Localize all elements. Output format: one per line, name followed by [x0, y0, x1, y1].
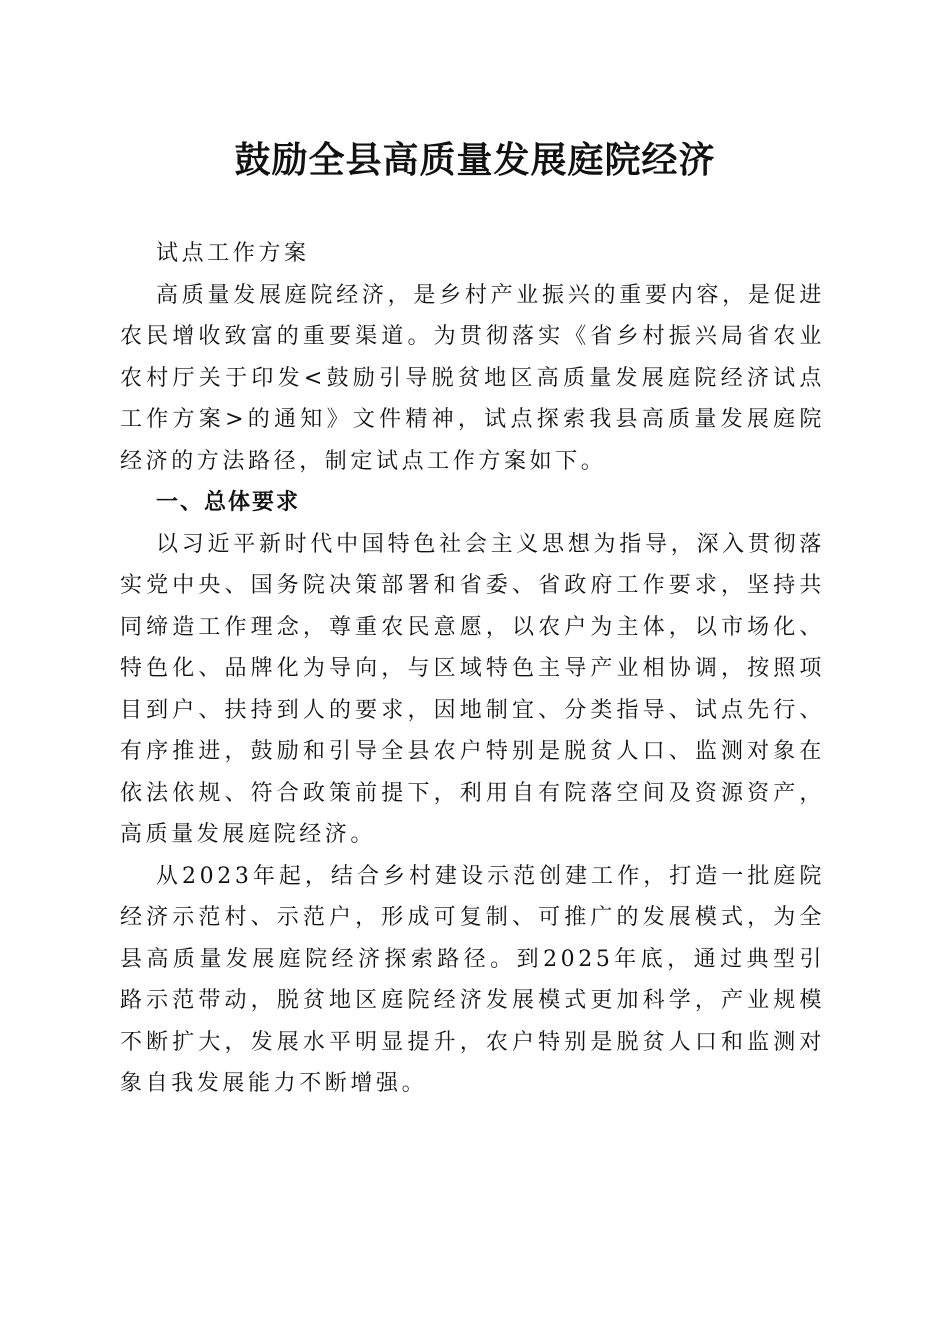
intro-paragraph: 高质量发展庭院经济，是乡村产业振兴的重要内容，是促进农民增收致富的重要渠道。为贯彻落实《省乡村振兴局省农业农村厅关于印发<鼓励引导脱贫地区高质量发展庭院经济试点工作方案>的通知》文件精神，试点探索我县高质量发展庭院经济的方法路径，制定试点工作方案如下。 — [120, 282, 825, 474]
document-subtitle: 试点工作方案 — [156, 241, 310, 266]
section-heading-general-requirements: 一、总体要求 — [156, 490, 301, 515]
general-requirements-paragraph: 以习近平新时代中国特色社会主义思想为指导，深入贯彻落实党中央、国务院决策部署和省委、省政府工作要求，坚持共同缔造工作理念，尊重农民意愿，以农户为主体，以市场化、特色化、品牌化为导向，与区域特色主导产业相协调，按照项目到户、扶持到人的要求，因地制宜、分类指导、试点先行、有序推进，鼓励和引导全县农户特别是脱贫人口、监测对象在依法依规、符合政策前提下，利用自有院落空间及资源资产，高质量发展庭院经济。 — [120, 531, 825, 847]
goals-paragraph: 从2023年起，结合乡村建设示范创建工作，打造一批庭院经济示范村、示范户，形成可复制、可推广的发展模式，为全县高质量发展庭院经济探索路径。到2025年底，通过典型引路示范带动，脱贫地区庭院经济发展模式更加科学，产业规模不断扩大，发展水平明显提升，农户特别是脱贫人口和监测对象自我发展能力不断增强。 — [120, 863, 825, 1096]
document-body — [120, 233, 825, 1105]
document-title: 鼓励全县高质量发展庭院经济 — [234, 139, 716, 181]
